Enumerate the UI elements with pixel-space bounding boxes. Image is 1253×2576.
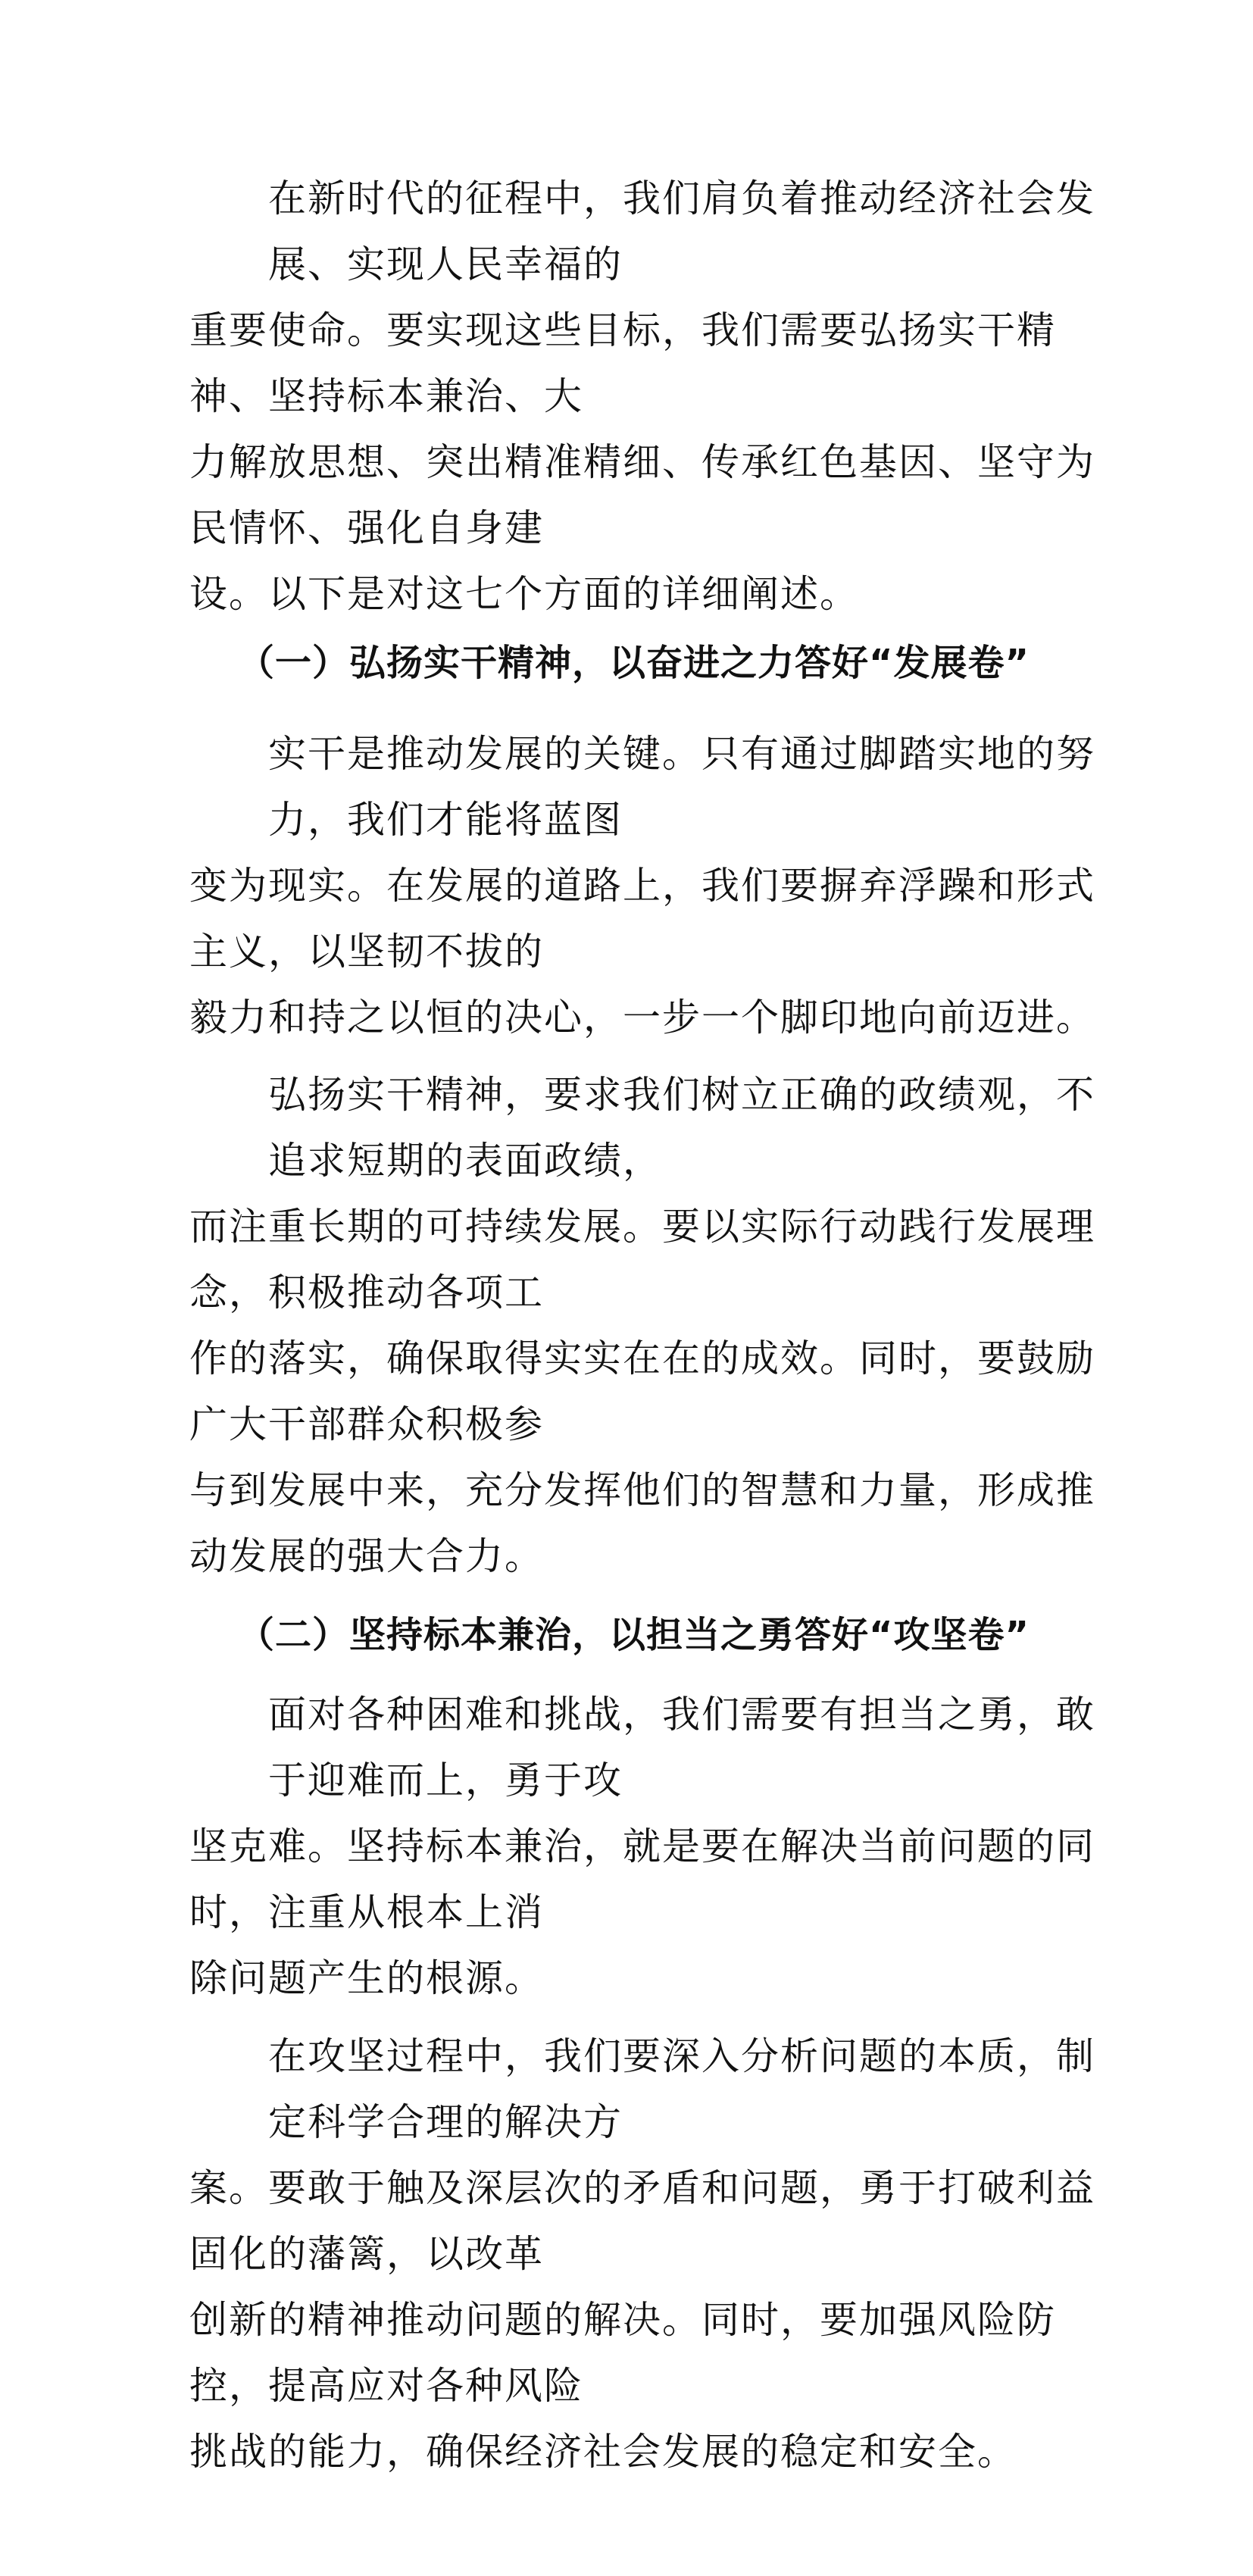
paragraph	[189, 2024, 1098, 2485]
text-line: 变为现实。在发展的道路上，我们要摒弃浮躁和形式主义，以坚韧不拔的	[189, 864, 1095, 974]
text-line: 坚克难。坚持标本兼治，就是要在解决当前问题的同时，注重从根本上消	[189, 1824, 1095, 1934]
intro-paragraph	[189, 166, 1098, 627]
text-line: 弘扬实干精神，要求我们树立正确的政绩观，不追求短期的表面政绩，	[268, 1073, 1095, 1183]
text-line: 面对各种困难和挑战，我们需要有担当之勇，敢于迎难而上，勇于攻	[268, 1693, 1095, 1802]
paragraph	[189, 721, 1098, 1051]
text-line: 案。要敢于触及深层次的矛盾和问题，勇于打破利益固化的藩篱，以改革	[189, 2166, 1095, 2276]
text-line: 与到发展中来，充分发挥他们的智慧和力量，形成推动发展的强大合力。	[189, 1468, 1095, 1578]
text-line: 而注重长期的可持续发展。要以实际行动践行发展理念，积极推动各项工	[189, 1205, 1095, 1315]
text-line: 除问题产生的根源。	[189, 1956, 544, 2000]
text-line: 在新时代的征程中，我们肩负着推动经济社会发展、实现人民幸福的	[268, 177, 1095, 286]
text-line: 创新的精神推动问题的解决。同时，要加强风险防控，提高应对各种风险	[189, 2298, 1056, 2408]
text-line: 作的落实，确保取得实实在在的成效。同时，要鼓励广大干部群众积极参	[189, 1336, 1095, 1446]
text-line: 挑战的能力，确保经济社会发展的稳定和安全。	[189, 2430, 1017, 2474]
text-line: 毅力和持之以恒的决心，一步一个脚印地向前迈进。	[189, 996, 1095, 1039]
text-line: 重要使命。要实现这些目标，我们需要弘扬实干精神、坚持标本兼治、大	[189, 308, 1056, 418]
text-line: 在攻坚过程中，我们要深入分析问题的本质，制定科学合理的解决方	[268, 2034, 1095, 2144]
section-heading-2: （二）坚持标本兼治，以担当之勇答好“攻坚卷”	[238, 1614, 1030, 1656]
text-line: 设。以下是对这七个方面的详细阐述。	[189, 572, 859, 616]
text-line: 力解放思想、突出精准精细、传承红色基因、坚守为民情怀、强化自身建	[189, 440, 1095, 550]
text-line: 实干是推动发展的关键。只有通过脚踏实地的努力，我们才能将蓝图	[268, 732, 1095, 842]
paragraph	[189, 1682, 1098, 2012]
paragraph	[189, 1062, 1098, 1590]
section-heading-1: （一）弘扬实干精神，以奋进之力答好“发展卷”	[238, 642, 1030, 684]
